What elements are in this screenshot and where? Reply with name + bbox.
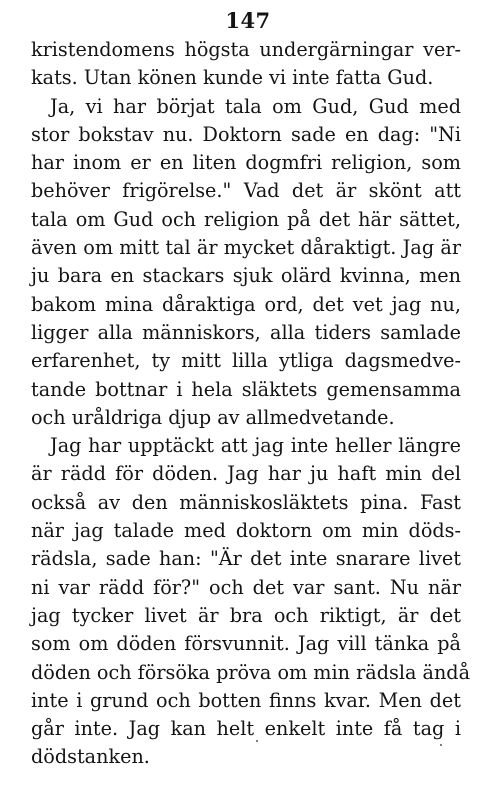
print-speck [440, 744, 442, 746]
text-line: Jag har upptäckt att jag inte heller längre [50, 434, 461, 458]
text-line: kats. Utan könen kunde vi inte fatta Gud. [31, 66, 434, 90]
text-line: stor bokstav nu. Doktorn sade en dag: "Ni [31, 122, 461, 146]
text-line: när jag talade med doktorn om min döds- [31, 519, 461, 543]
text-line: jag tycker livet är bra och riktigt, är det [31, 603, 461, 627]
text-line: är rädd för döden. Jag har ju haft min del [31, 462, 461, 486]
text-line: erfarenhet, ty mitt lilla ytliga dagsmedve- [31, 349, 461, 373]
paragraph [31, 432, 471, 772]
text-line: har inom er en liten dogmfri religion, som [31, 151, 461, 175]
text-line: kristendomens högsta undergärningar ver- [31, 38, 461, 61]
print-speck [256, 740, 258, 742]
text-line: ni var rädd för?" och det var sant. Nu när [31, 575, 461, 599]
text-line: tala om Gud och religion på det här sättet, [31, 207, 461, 231]
text-line: Ja, vi har börjat tala om Gud, Gud med [50, 94, 461, 118]
text-line: går inte. Jag kan helt enkelt inte få tag i [31, 717, 461, 741]
text-line: bakom mina dåraktiga ord, det vet jag nu, [31, 292, 461, 316]
text-line: tande bottnar i hela släktets gemensamma [31, 377, 461, 401]
text-line: dödstanken. [31, 745, 150, 769]
text-line: ju bara en stackars sjuk olärd kvinna, men [31, 264, 461, 288]
text-line: ligger alla människors, alla tiders samlade [31, 320, 461, 344]
paragraph [31, 93, 461, 433]
text-line: inte i grund och botten finns kvar. Men det [31, 688, 461, 712]
text-line: behöver frigörelse." Vad det är skönt att [31, 179, 461, 203]
text-line: som om döden försvunnit. Jag vill tänka på [31, 632, 461, 656]
text-line: och uråldriga djup av allmedvetande. [31, 405, 395, 429]
text-line: även om mitt tal är mycket dåraktigt. Jag är [31, 236, 461, 260]
text-line: rädsla, sade han: "Är det inte snarare livet [31, 547, 461, 571]
paragraph [31, 36, 461, 93]
body-text [31, 36, 471, 772]
text-line: döden och försöka pröva om min rädsla ändå [31, 660, 471, 684]
text-line: också av den människosläktets pina. Fast [31, 490, 461, 514]
page-number: 147 [225, 8, 271, 33]
